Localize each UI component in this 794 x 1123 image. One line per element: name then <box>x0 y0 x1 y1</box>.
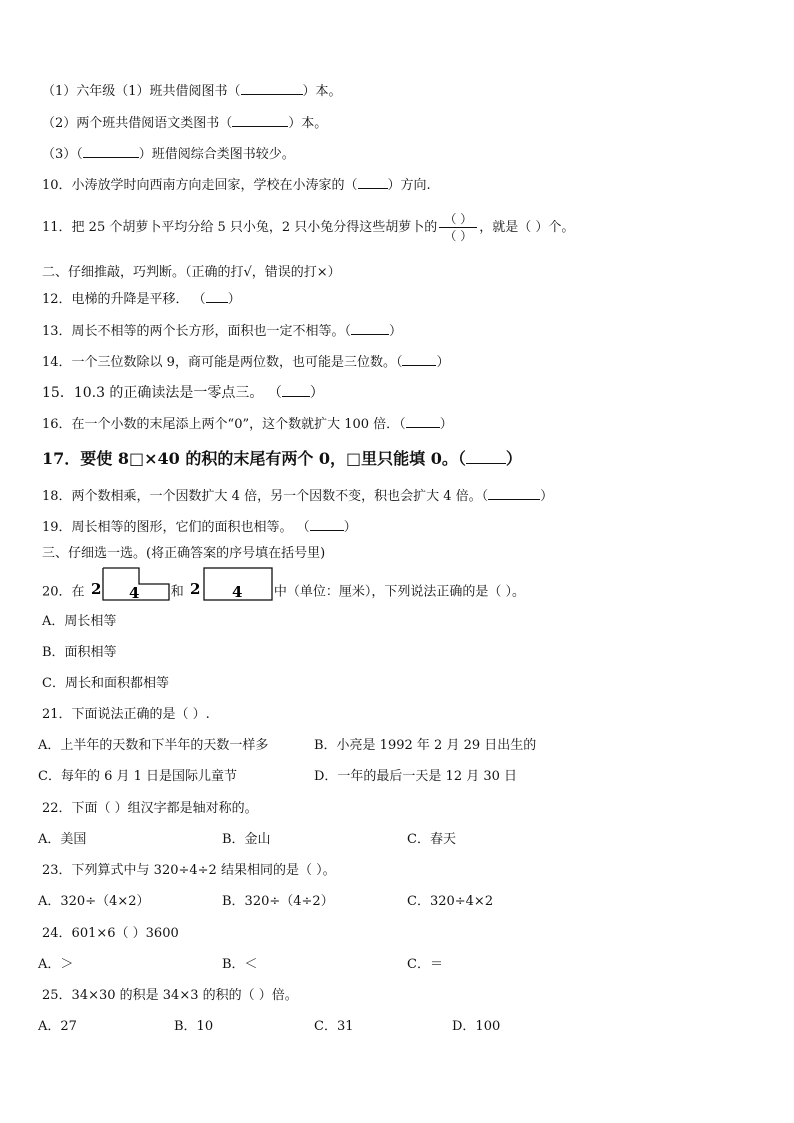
question-24: 24．601×6（ ）3600 <box>42 926 179 941</box>
question-15 <box>42 384 324 402</box>
q25-option-c[interactable]: C．31 <box>314 1019 354 1034</box>
figure-1-height-label: 2 <box>90 580 102 598</box>
q17-tail: ） <box>505 449 522 468</box>
q10-tail: ）方向. <box>387 178 431 193</box>
q24-option-b[interactable]: B．＜ <box>222 957 258 972</box>
question-21: 21．下面说法正确的是（ ）. <box>42 707 210 722</box>
shape-figure-1 <box>89 566 171 618</box>
q13-text: 13．周长不相等的两个长方形，面积也一定不相等。（ <box>42 324 352 339</box>
section-2-title: 二、仔细推敲，巧判断。（正确的打√，错误的打×） <box>42 265 341 280</box>
q12-tail: ） <box>227 292 241 307</box>
q24-option-a[interactable]: A．＞ <box>38 957 74 972</box>
section-3-title: 三、仔细选一选。(将正确答案的序号填在括号里) <box>42 546 326 561</box>
q25-option-b[interactable]: B．10 <box>174 1019 214 1034</box>
question-13 <box>42 322 402 341</box>
figure-2-height-label: 2 <box>189 580 201 598</box>
q23-option-b[interactable]: B．320÷（4÷2） <box>222 894 334 909</box>
question-17 <box>42 450 522 468</box>
figure-1-width-label: 4 <box>128 584 140 602</box>
q23-option-a[interactable]: A．320÷（4×2） <box>38 894 150 909</box>
q9-sub-3 <box>42 145 295 164</box>
q17-text: 17．要使 8□×40 的积的末尾有两个 0，□里只能填 0。（ <box>42 449 466 468</box>
q19-text: 19．周长相等的图形，它们的面积也相等。 （ <box>42 520 310 535</box>
question-16 <box>42 415 453 434</box>
q22-option-b[interactable]: B．金山 <box>222 832 271 847</box>
q14-tail: ） <box>436 355 450 370</box>
q9-sub-1 <box>42 82 342 101</box>
q14-text: 14．一个三位数除以 9，商可能是两位数，也可能是三位数。（ <box>42 355 403 370</box>
q15-tail: ） <box>309 385 324 401</box>
q18-tail: ） <box>540 489 554 504</box>
q21-option-d[interactable]: D．一年的最后一天是 12 月 30 日 <box>314 769 518 784</box>
q9-sub-1-text: （1）六年级（1）班共借阅图书（ <box>42 84 241 99</box>
answer-blank[interactable] <box>351 322 389 335</box>
q20-text: 20．在 <box>42 584 85 600</box>
fraction-blank[interactable] <box>439 211 477 244</box>
q9-sub-2 <box>42 114 327 133</box>
question-11 <box>42 210 574 246</box>
q24-option-c[interactable]: C．＝ <box>407 957 443 972</box>
q16-tail: ） <box>439 417 453 432</box>
q20-and: 和 <box>170 584 184 600</box>
q12-text: 12．电梯的升降是平移． （ <box>42 292 206 307</box>
question-14 <box>42 353 449 372</box>
answer-blank[interactable] <box>241 82 303 95</box>
answer-blank[interactable] <box>488 487 540 500</box>
fraction-numerator[interactable]: （ ） <box>444 212 473 226</box>
answer-blank[interactable] <box>232 114 288 127</box>
answer-blank[interactable] <box>206 290 228 303</box>
q25-option-a[interactable]: A．27 <box>38 1019 77 1034</box>
q19-tail: ） <box>343 520 357 535</box>
question-20 <box>42 566 525 618</box>
q13-tail: ） <box>389 324 403 339</box>
question-25: 25．34×30 的积是 34×3 的积的（ ）倍。 <box>42 988 298 1003</box>
q9-sub-2-tail: ）本。 <box>288 116 328 131</box>
question-19 <box>42 518 357 537</box>
q9-sub-1-tail: ）本。 <box>302 84 342 99</box>
answer-blank[interactable] <box>406 415 440 428</box>
q21-option-b[interactable]: B．小亮是 1992 年 2 月 29 日出生的 <box>314 738 537 753</box>
q9-sub-3-text: （3）（ <box>42 147 83 162</box>
answer-blank[interactable] <box>358 176 388 189</box>
q9-sub-2-text: （2）两个班共借阅语文类图书（ <box>42 116 233 131</box>
q20-option-c[interactable]: C．周长和面积都相等 <box>42 676 169 691</box>
q21-option-a[interactable]: A．上半年的天数和下半年的天数一样多 <box>38 738 269 753</box>
q20-tail: 中（单位：厘米），下列说法正确的是（ ）。 <box>273 584 525 600</box>
fraction-denominator[interactable]: （ ） <box>444 229 473 243</box>
q22-option-a[interactable]: A．美国 <box>38 832 87 847</box>
q10-text: 10．小涛放学时向西南方向走回家，学校在小涛家的（ <box>42 178 358 193</box>
q23-option-c[interactable]: C．320÷4×2 <box>407 894 494 909</box>
answer-blank[interactable] <box>83 145 139 158</box>
figure-2-width-label: 4 <box>231 583 243 601</box>
q20-option-b[interactable]: B．面积相等 <box>42 645 117 660</box>
shape-figure-2 <box>188 566 274 618</box>
question-22: 22．下面（ ）组汉字都是轴对称的。 <box>42 801 258 816</box>
question-12 <box>42 290 241 309</box>
answer-blank[interactable] <box>282 384 310 397</box>
q11-text: 11．把 25 个胡萝卜平均分给 5 只小兔，2 只小兔分得这些胡萝卜的 <box>42 220 438 235</box>
question-23: 23．下列算式中与 320÷4÷2 结果相同的是（ ）。 <box>42 863 336 878</box>
q22-option-c[interactable]: C．春天 <box>407 832 456 847</box>
q16-text: 16．在一个小数的末尾添上两个“0”，这个数就扩大 100 倍．（ <box>42 417 406 432</box>
answer-blank[interactable] <box>310 518 344 531</box>
q18-text: 18．两个数相乘，一个因数扩大 4 倍，另一个因数不变，积也会扩大 4 倍。（ <box>42 489 489 504</box>
question-10 <box>42 176 431 195</box>
q11-tail: ，就是（ ）个。 <box>479 220 575 235</box>
q15-text: 15．10.3 的正确读法是一零点三。 （ <box>42 385 282 401</box>
q20-option-a[interactable]: A．周长相等 <box>42 614 117 629</box>
q25-option-d[interactable]: D．100 <box>452 1019 501 1034</box>
answer-blank[interactable] <box>466 451 506 464</box>
q21-option-c[interactable]: C．每年的 6 月 1 日是国际儿童节 <box>38 769 238 784</box>
question-18 <box>42 487 553 506</box>
q9-sub-3-tail: ）班借阅综合类图书较少。 <box>138 147 295 162</box>
answer-blank[interactable] <box>402 353 436 366</box>
